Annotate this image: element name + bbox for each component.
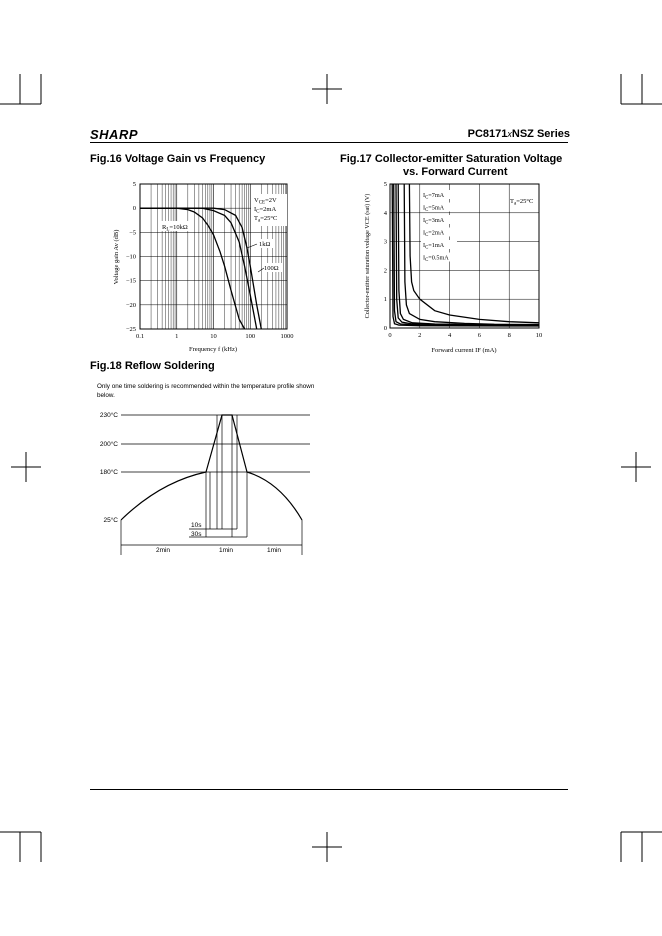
temp-label-25: 25°C (103, 517, 118, 524)
fig16-label-1k: 1kΩ (259, 241, 271, 248)
fig17-title-line1: Fig.17 Collector-emitter Saturation Voltage (340, 153, 563, 165)
fig16-xlabel: Frequency f (kHz) (188, 346, 238, 353)
x-tick-label: 0.1 (135, 333, 145, 340)
fig16-condition-vce: $V_{CE}=2V$ (254, 197, 277, 206)
fig17-grid (390, 184, 539, 328)
segment-label-1min-b: 1min (266, 547, 282, 554)
fig17-xticks (388, 332, 542, 339)
fig16-label-rl: $R_L=10k\Omega$ (162, 224, 188, 233)
temp-label-180: 180°C (99, 469, 118, 476)
x-tick-label: 10 (535, 332, 543, 339)
y-tick-label: −15 (125, 277, 136, 285)
ic-label: $I_C=1mA$ (423, 242, 445, 251)
x-tick-label: 0 (388, 332, 392, 339)
fig17-plot-frame (390, 184, 539, 328)
x-tick-label: 4 (447, 332, 452, 339)
fig16-yticks (126, 181, 136, 333)
series-line-4 (394, 184, 539, 325)
fig16-ylabel: Voltage gain Av (dB) (113, 229, 120, 285)
x-tick-label: 10 (210, 333, 217, 340)
ic-label: $I_C=5mA$ (423, 204, 445, 213)
fig16-xticks (136, 333, 294, 340)
fig16-label-100: 100Ω (264, 265, 279, 272)
x-tick-label: 1 (175, 333, 179, 340)
y-tick-label: 1 (383, 296, 387, 304)
ic-label: $I_C=2mA$ (423, 229, 445, 238)
temp-label-200: 200°C (99, 441, 118, 448)
fig16-condition-ic: $I_C=2mA$ (254, 206, 277, 215)
series-line-5 (392, 184, 539, 326)
ic-label: $I_C=0.5mA$ (423, 254, 449, 263)
brand-logo: SHARP (90, 127, 139, 142)
fig18-profile-diagram (90, 405, 320, 555)
y-tick-label: −20 (125, 301, 136, 309)
fig16-condition-ta: $T_a=25^\circ C$ (254, 215, 278, 224)
y-tick-label: 0 (132, 205, 136, 213)
ic-label: $I_C=3mA$ (423, 217, 445, 226)
segment-label-1min-a: 1min (218, 547, 234, 554)
fig18-note: Only one time soldering is recommended within the temperature profile shown below. (97, 383, 315, 399)
series-line-2 (140, 208, 261, 329)
fig16-title: Fig.16 Voltage Gain vs Frequency (90, 153, 266, 165)
ic-label: $I_C=7mA$ (423, 192, 445, 201)
duration-label-10s: 10s (191, 522, 202, 529)
x-tick-label: 2 (418, 332, 422, 339)
y-tick-label: 5 (132, 181, 136, 188)
fig17-title-line2: vs. Forward Current (403, 166, 508, 178)
fig18-title: Fig.18 Reflow Soldering (90, 360, 215, 372)
fig17-xlabel: Forward current IF (mA) (431, 347, 497, 354)
y-tick-label: −10 (125, 253, 136, 261)
fig17-series (392, 184, 539, 326)
y-tick-label: 5 (383, 181, 387, 188)
y-tick-label: −5 (129, 229, 136, 237)
series-line-3 (396, 184, 539, 325)
fig17-condition-ta: $T_a=25^\circ C$ (510, 198, 534, 207)
temp-label-230: 230°C (99, 412, 118, 419)
segment-label-2min: 2min (155, 547, 171, 554)
temperature-profile-curve (121, 415, 302, 520)
fig16-series (140, 208, 261, 329)
fig17-chart (358, 176, 558, 358)
y-tick-label: 4 (383, 209, 387, 217)
y-tick-label: 3 (383, 238, 387, 246)
fig17-yticks (384, 181, 388, 332)
x-tick-label: 100 (245, 333, 256, 340)
x-tick-label: 8 (507, 332, 511, 339)
fig17-ylabel: Collector-emitter saturation voltage VCE (sat) (V) (364, 193, 371, 319)
y-tick-label: −25 (125, 326, 136, 333)
x-tick-label: 1000 (280, 333, 294, 340)
series-line-2 (398, 184, 539, 325)
duration-label-30s: 30s (191, 531, 202, 538)
series-title: PC8171xNSZ Series (467, 128, 570, 140)
fig16-chart (100, 176, 310, 358)
fig17-ic-labels (421, 190, 457, 263)
header-rule (90, 142, 568, 143)
x-tick-label: 6 (477, 332, 482, 339)
footer-rule (90, 789, 568, 790)
y-tick-label: 0 (383, 325, 387, 332)
y-tick-label: 2 (383, 267, 387, 275)
